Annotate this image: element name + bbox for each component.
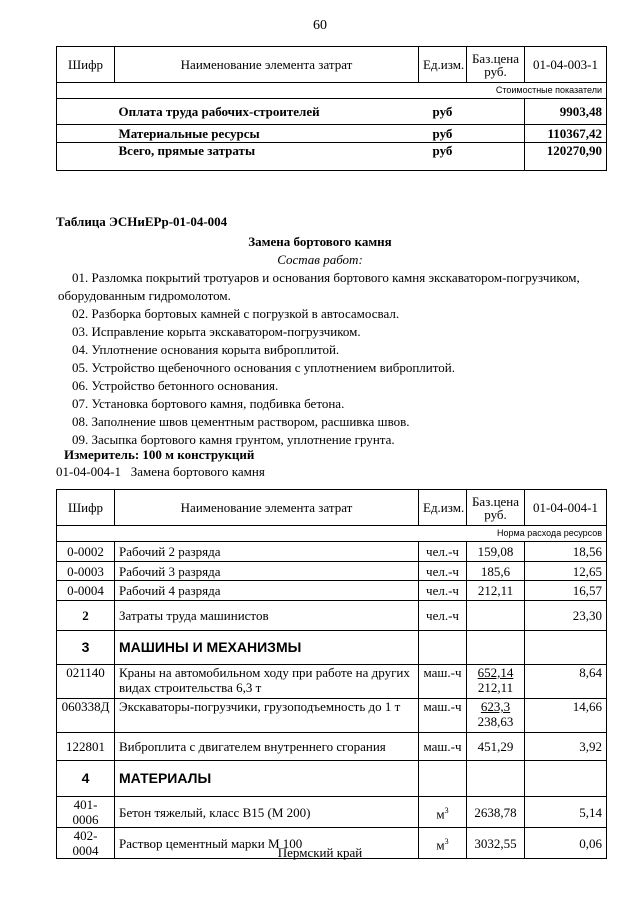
row-price xyxy=(467,699,525,733)
row-name-line2: видах строительства 6,3 т xyxy=(119,680,262,695)
table-title: Таблица ЭСНиЕРр-01-04-004 xyxy=(56,214,228,229)
row-name: Рабочий 2 разряда xyxy=(115,542,419,562)
row-unit: чел.-ч xyxy=(419,601,467,631)
row-value: 3,92 xyxy=(525,733,607,761)
row-price-line1: 652,14 xyxy=(477,665,514,680)
row-price-line2: 212,11 xyxy=(477,680,514,695)
table-row xyxy=(57,733,607,761)
row-code: 402-0004 xyxy=(57,828,115,859)
table-row xyxy=(57,125,607,143)
item-name: Замена бортового камня xyxy=(130,464,265,479)
row-name: Рабочий 4 разряда xyxy=(115,581,419,601)
works-list xyxy=(58,269,580,449)
work-item: 09. Засыпка бортового камня грунтом, уплотнение грунта. xyxy=(72,432,395,447)
subheader-row xyxy=(57,83,607,99)
row-code: 0-0004 xyxy=(57,581,115,601)
row-name: Бетон тяжелый, класс В15 (М 200) xyxy=(115,797,419,828)
work-item: 08. Заполнение швов цементным раствором, расшивка швов. xyxy=(72,414,410,429)
row-unit: маш.-ч xyxy=(419,699,467,733)
row-price: 212,11 xyxy=(467,581,525,601)
row-value: 18,56 xyxy=(525,542,607,562)
work-item: 04. Уплотнение основания корыта виброплитой. xyxy=(72,342,340,357)
row-price xyxy=(467,665,525,699)
section-code: 4 xyxy=(57,761,115,797)
header-unit: Ед.изм. xyxy=(419,47,467,83)
table-header-row xyxy=(57,47,607,83)
table-header-row xyxy=(57,490,607,526)
row-name: Рабочий 3 разряда xyxy=(115,562,419,581)
table-row xyxy=(57,699,607,733)
row-name: Оплата труда рабочих-строителей xyxy=(115,99,419,125)
header-rate-code: 01-04-003-1 xyxy=(525,47,607,83)
header-price-line1: Баз.цена xyxy=(471,493,520,509)
row-code: 401-0006 xyxy=(57,797,115,828)
work-item: 07. Установка бортового камня, подбивка бетона. xyxy=(72,396,345,411)
row-name: Экскаваторы-погрузчики, грузоподъемность до 1 т xyxy=(115,699,419,733)
header-unit: Ед.изм. xyxy=(419,490,467,526)
row-value: 110367,42 xyxy=(525,125,607,143)
row-value: 0,06 xyxy=(525,828,607,859)
row-value: 5,14 xyxy=(525,797,607,828)
row-unit: руб xyxy=(419,99,467,125)
table-row xyxy=(57,797,607,828)
row-code: 0-0003 xyxy=(57,562,115,581)
row-name: Виброплита с двигателем внутреннего сгорания xyxy=(115,733,419,761)
row-name: Раствор цементный марки М 100 xyxy=(115,828,419,859)
row-unit-sup: 3 xyxy=(444,805,449,815)
header-price-line2: руб. xyxy=(484,63,507,79)
work-item: 05. Устройство щебеночного основания с уплотнением виброплитой. xyxy=(72,360,455,375)
works-title: Состав работ: xyxy=(277,252,363,267)
table-row xyxy=(57,542,607,562)
header-price xyxy=(467,490,525,526)
row-name: Всего, прямые затраты xyxy=(115,143,419,171)
row-unit xyxy=(419,797,467,828)
row-price: 185,6 xyxy=(467,562,525,581)
row-price-line2: 238,63 xyxy=(477,714,514,729)
work-item: оборудованным гидромолотом. xyxy=(58,288,231,303)
row-value: 16,57 xyxy=(525,581,607,601)
row-price: 2638,78 xyxy=(467,797,525,828)
work-item: 06. Устройство бетонного основания. xyxy=(72,378,279,393)
row-unit: маш.-ч xyxy=(419,665,467,699)
row-code: 060338Д xyxy=(57,699,115,733)
row-unit: маш.-ч xyxy=(419,733,467,761)
page-number: 60 xyxy=(313,18,327,33)
header-name: Наименование элемента затрат xyxy=(115,490,419,526)
row-unit: чел.-ч xyxy=(419,542,467,562)
work-item: 03. Исправление корыта экскаватором-погрузчиком. xyxy=(72,324,361,339)
row-price-line1: 623,3 xyxy=(480,699,511,714)
row-unit-text: м xyxy=(436,837,445,853)
table-row xyxy=(57,99,607,125)
work-item: 01. Разломка покрытий тротуаров и основания бортового камня экскаватором-погрузчиком, xyxy=(72,270,580,285)
table-row xyxy=(57,581,607,601)
item-line xyxy=(56,464,265,480)
header-code: Шифр xyxy=(57,47,115,83)
table-row xyxy=(57,143,607,171)
table-row xyxy=(57,562,607,581)
meter: Измеритель: 100 м конструкций xyxy=(64,447,255,462)
section-code: 3 xyxy=(57,631,115,665)
row-unit-text: м xyxy=(436,806,445,822)
section-heading: Замена бортового камня xyxy=(248,234,392,249)
section-title: МАШИНЫ И МЕХАНИЗМЫ xyxy=(115,631,419,665)
section-row-materials xyxy=(57,761,607,797)
row-name: Материальные ресурсы xyxy=(115,125,419,143)
work-item: 02. Разборка бортовых камней с погрузкой в автосамосвал. xyxy=(72,306,400,321)
page-footer: Пермский край xyxy=(277,845,363,860)
row-value: 12,65 xyxy=(525,562,607,581)
section-row-machines xyxy=(57,631,607,665)
header-price-line2: руб. xyxy=(484,506,507,522)
resource-norm-table xyxy=(56,489,607,859)
section-title: МАТЕРИАЛЫ xyxy=(115,761,419,797)
row-unit: руб xyxy=(419,125,467,143)
header-code: Шифр xyxy=(57,490,115,526)
row-price: 3032,55 xyxy=(467,828,525,859)
subheader: Стоимостные показатели xyxy=(57,83,607,99)
row-unit-sup: 3 xyxy=(444,836,449,846)
subheader-row xyxy=(57,526,607,542)
row-price: 159,08 xyxy=(467,542,525,562)
row-code: 2 xyxy=(57,601,115,631)
row-code: 0-0002 xyxy=(57,542,115,562)
row-unit: чел.-ч xyxy=(419,581,467,601)
subheader: Норма расхода ресурсов xyxy=(57,526,607,542)
row-price: 451,29 xyxy=(467,733,525,761)
item-code: 01-04-004-1 xyxy=(56,464,121,479)
table-row xyxy=(57,601,607,631)
header-price xyxy=(467,47,525,83)
row-value: 14,66 xyxy=(525,699,607,733)
row-name-line1: Краны на автомобильном ходу при работе на других xyxy=(119,665,410,680)
table-row xyxy=(57,665,607,699)
header-rate-code: 01-04-004-1 xyxy=(525,490,607,526)
row-unit: руб xyxy=(419,143,467,171)
header-name: Наименование элемента затрат xyxy=(115,47,419,83)
row-name: Затраты труда машинистов xyxy=(115,601,419,631)
row-value: 23,30 xyxy=(525,601,607,631)
cost-summary-table xyxy=(56,46,607,171)
header-price-line1: Баз.цена xyxy=(471,50,520,66)
row-code: 122801 xyxy=(57,733,115,761)
row-code: 021140 xyxy=(57,665,115,699)
row-name xyxy=(115,665,419,699)
row-unit: чел.-ч xyxy=(419,562,467,581)
row-value: 120270,90 xyxy=(525,143,607,171)
row-value: 9903,48 xyxy=(525,99,607,125)
row-value: 8,64 xyxy=(525,665,607,699)
